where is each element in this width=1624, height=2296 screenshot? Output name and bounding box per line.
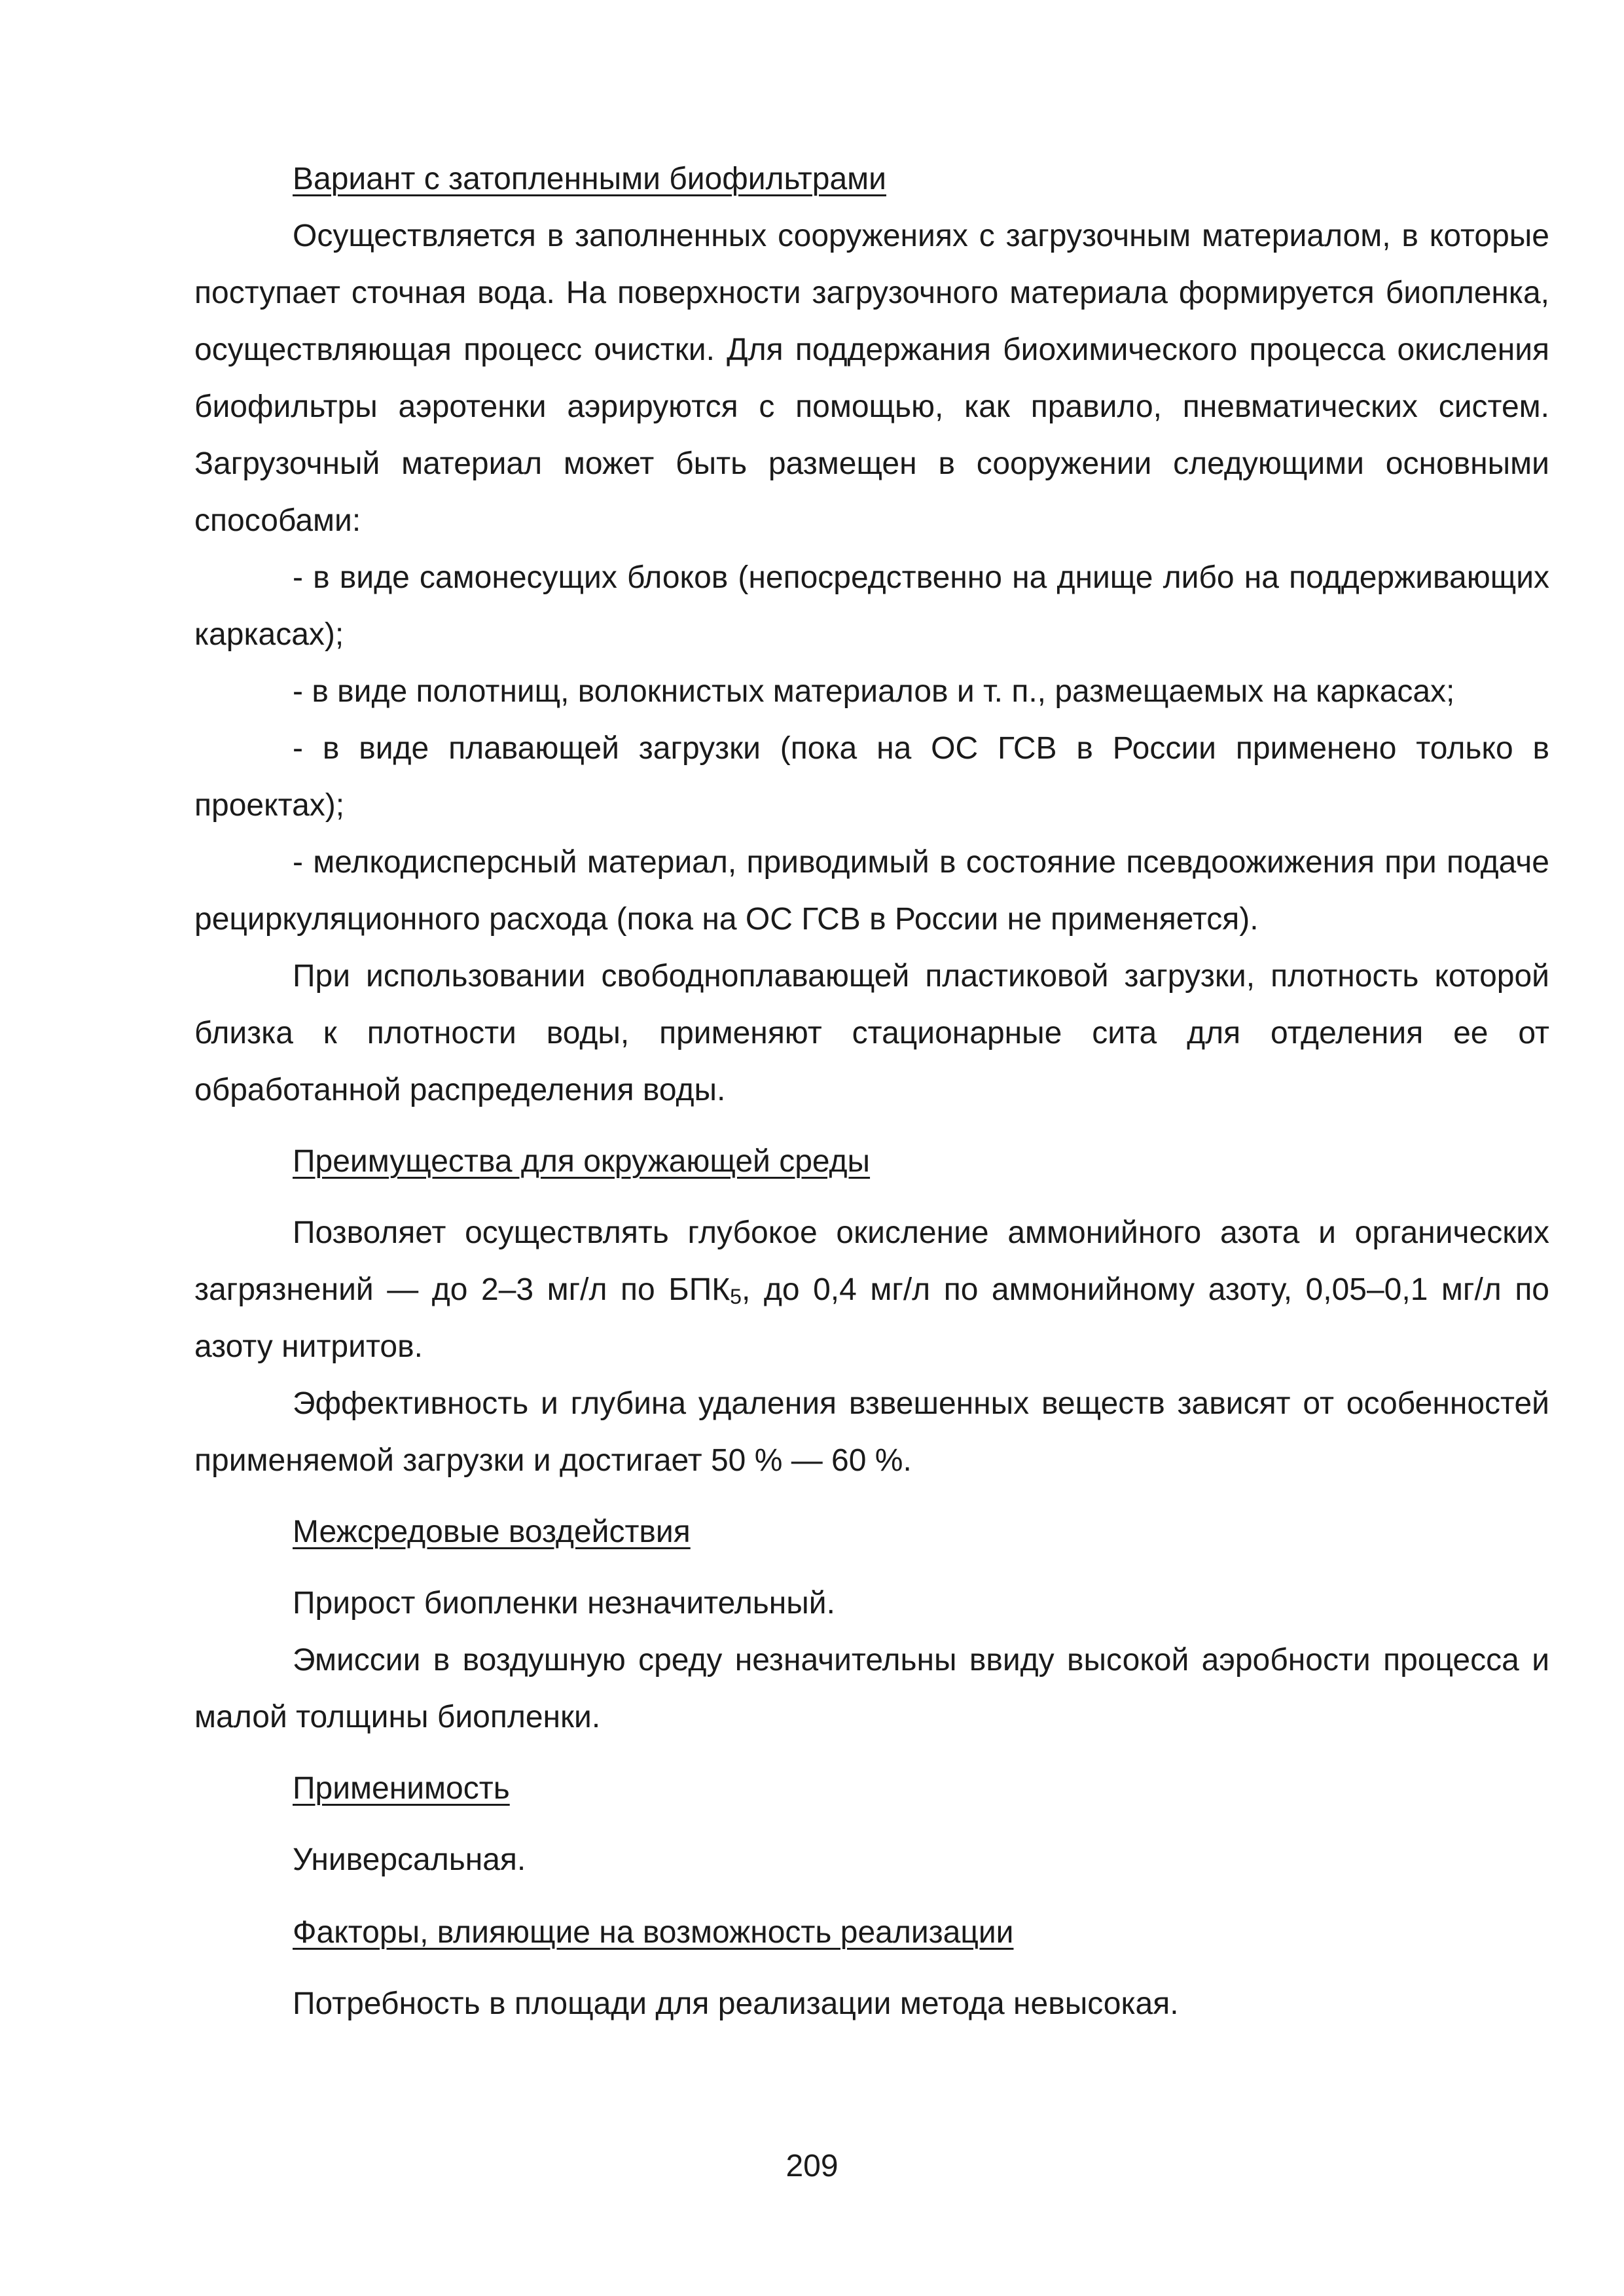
paragraph-text: Позволяет осуществлять глубокое окисление аммонийного азота и органических загрязнений — до 2–3 мг/л по БПК [194, 1215, 1549, 1307]
section-heading-environmental-benefits: Преимущества для окружающей среды [293, 1144, 871, 1179]
paragraph: При использовании свободноплавающей пластиковой загрузки, плотность которой близка к плотности воды, применяют стационарные сита для отделения ее от обработанной распределения воды. [194, 959, 1549, 1107]
paragraph-text: , до 0,4 мг/л по аммонийному азоту, 0,05–0,1 мг/л по азоту нитритов. [194, 1272, 1549, 1364]
list-item: - в виде самонесущих блоков (непосредственно на днище либо на поддерживающих каркасах); [194, 560, 1549, 652]
section-heading-flooded-biofilters: Вариант с затопленными биофильтрами [293, 162, 886, 196]
list-item: - в виде полотнищ, волокнистых материалов и т. п., размещаемых на каркасах; [293, 674, 1455, 709]
section-heading-cross-media-effects: Межсредовые воздействия [293, 1515, 691, 1549]
paragraph: Потребность в площади для реализации метода невысокая. [293, 1986, 1179, 2021]
subscript: 5 [730, 1285, 742, 1308]
paragraph: Осуществляется в заполненных сооружениях с загрузочным материалом, в которые поступает сточная вода. На поверхности загрузочного материала формируется биопленка, осуществляющая процесс очистки. Для поддержания биохимического процесса окисления биофильтры аэротенки аэрируются с помощью, как правило, пневматических систем. Загрузочный материал может быть размещен в сооружении следующими основными способами: [194, 219, 1549, 538]
section-heading-implementation-factors: Факторы, влияющие на возможность реализации [293, 1915, 1014, 1950]
list-item: - мелкодисперсный материал, приводимый в состояние псевдоожижения при подаче рециркуляционного расхода (пока на ОС ГСВ в России не применяется). [194, 845, 1549, 937]
paragraph: Эмиссии в воздушную среду незначительны ввиду высокой аэробности процесса и малой толщины биопленки. [194, 1643, 1549, 1734]
page-number: 209 [785, 2149, 839, 2183]
paragraph: Прирост биопленки незначительный. [293, 1586, 835, 1621]
paragraph [194, 1204, 1549, 1375]
document-page [194, 151, 1549, 2032]
section-heading-applicability: Применимость [293, 1771, 510, 1806]
paragraph: Эффективность и глубина удаления взвешенных веществ зависят от особенностей применяемой загрузки и достигает 50 % — 60 %. [194, 1386, 1549, 1478]
paragraph: Универсальная. [293, 1842, 526, 1877]
list-item: - в виде плавающей загрузки (пока на ОС ГСВ в России применено только в проектах); [194, 731, 1549, 823]
